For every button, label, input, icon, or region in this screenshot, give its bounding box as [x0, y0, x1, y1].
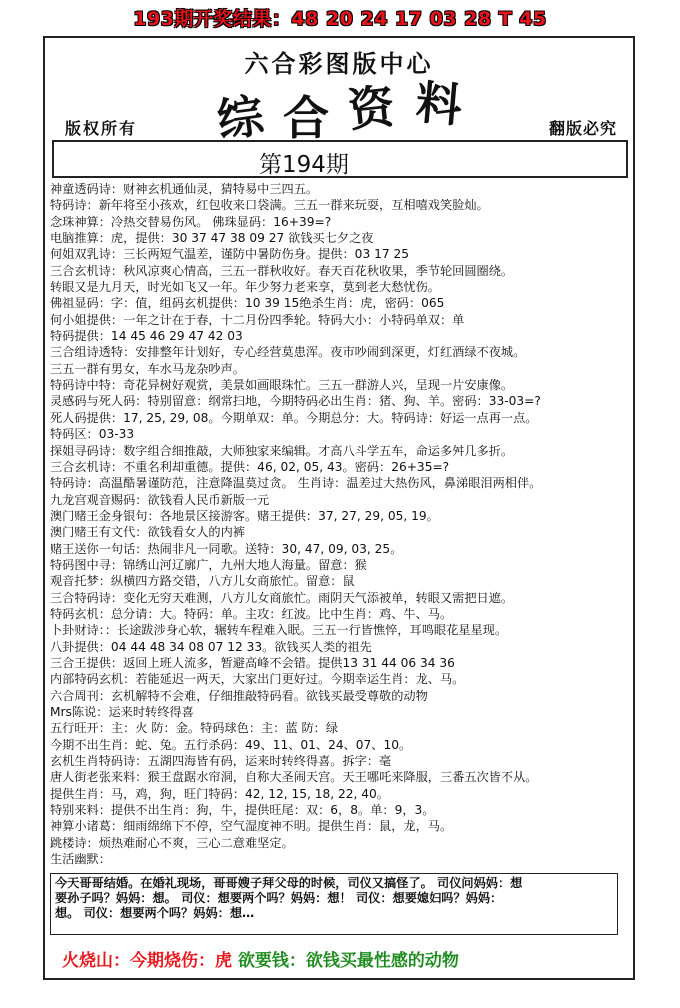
joke-line: 想。 司仪：想要两个吗？妈妈：想… — [55, 906, 255, 920]
joke-line: 要孙子吗？妈妈：想。 司仪：想要两个吗？妈妈：想！ 司仪：想要媳妇吗？妈妈： — [55, 891, 503, 905]
content-line: 赌王送你一句话：热闹非凡一同歌。送特：30, 47, 09, 03, 25。 — [50, 541, 403, 556]
content-line: 转眼又是九月天，时光如飞又一年。年少努力老来享，莫到老大愁忧伤。 — [50, 280, 440, 295]
content-line: 特码图中寻：锦绣山河辽廓广，九州大地人海量。留意：猴 — [50, 557, 367, 572]
content-line: 三合玄机诗：秋风凉爽心情高，三五一群秋收好。春天百花秋收果，季节轮回圆圈绕。 — [50, 263, 514, 278]
content-line: 特码诗：新年将至小孩欢，红包收来口袋满。三五一群来玩耍，互相嘻戏笑脸灿。 — [50, 198, 489, 213]
content-line: 电脑推算：虎，提供：30 37 47 38 09 27 欲钱买七夕之夜 — [50, 231, 374, 246]
content-line: 特码玄机：总分请：大。特码：单。主攻：红波。比中生肖：鸡、牛、马。 — [50, 606, 453, 621]
bottom-value-1: 虎 — [215, 951, 232, 971]
content-line: 三合玄机诗：不重名利却重德。提供：46, 02, 05, 43。密码：26+35=? — [50, 459, 450, 474]
content-line: 何姐双乳诗：三长两短气温差，谨防中暑防伤身。提供：03 17 25 — [50, 247, 409, 262]
content-line: 何小姐提供：一年之计在于春，十二月份四季轮。特码大小：小特码单双：单 — [50, 312, 465, 327]
logo-char-3: 资 — [345, 78, 399, 138]
bottom-label-2: 欲要钱： — [232, 951, 306, 971]
content-line: 三合组诗透特：安排整年计划好，专心经营莫患浑。夜市吵闹到深更，灯红酒绿不夜城。 — [50, 345, 526, 360]
issue-box — [52, 140, 628, 178]
content-list — [50, 181, 630, 867]
copyright-right: 翻版必究 — [548, 119, 617, 138]
content-line: 内部特码玄机：若能延迟一两天，大家出门更好过。今期幸运生肖：龙、马。 — [50, 672, 465, 687]
bottom-banner — [62, 946, 662, 971]
copyright-left: 版权所有 — [65, 119, 138, 138]
draw-result-banner: 193期开奖结果：48 20 24 17 03 28 T 45 — [133, 8, 547, 30]
content-line: 灵感码与死人码：特别留意：纲常扫地，今期特码必出生肖：猪、狗、羊。密码：33-03=? — [50, 394, 541, 409]
org-name: 六合彩图版中心 — [244, 49, 434, 78]
content-line: 五行旺开：主：火 防：金。特码球色：主：蓝 防：绿 — [50, 721, 339, 736]
bottom-value-2: 欲钱买最性感的动物 — [305, 951, 459, 971]
logo-char-1: 综 — [213, 87, 269, 149]
content-line: 三合王提供：返回上班人流多，暂避高峰不会错。提供13 31 44 06 34 36 — [50, 655, 455, 670]
content-line: 八卦提供：04 44 48 34 08 07 12 33。欲钱买人类的祖先 — [50, 639, 372, 654]
content-line: 澳门赌王有文代：欲钱看女人的内裤 — [50, 525, 245, 540]
bottom-label-1: 火烧山：今期烧伤： — [62, 951, 215, 971]
content-line: 特码诗中特：奇花异树好观赏，美景如画眼珠忙。三五一群游人兴，呈现一片安康像。 — [50, 378, 514, 393]
content-line: 生活幽默： — [50, 852, 111, 867]
logo-char-4: 料 — [413, 75, 467, 134]
content-line: 神童透码诗：财神玄机通仙灵，猜特易中三四五。 — [50, 182, 319, 196]
content-line: 观音托梦：纵横四方路交错，八方儿女商旅忙。留意：鼠 — [50, 574, 355, 589]
content-line: 佛祖显码：字：值，组码玄机提供：10 39 15绝杀生肖：虎，密码：065 — [50, 296, 445, 311]
content-line: 卜卦财诗：：长途跋涉身心软，辗转车程难入眠。三五一行皆憔悴，耳鸣眼花星星现。 — [50, 623, 508, 638]
content-line: 九龙宫观音赐码：欲钱看人民币新版一元 — [50, 492, 270, 507]
content-line: 提供生肖：马，鸡，狗，旺门特码：42, 12, 15, 18, 22, 40。 — [50, 786, 389, 801]
content-line: Mrs陈说：运来时转终得喜 — [50, 705, 194, 719]
content-line: 今期不出生肖：蛇、兔。五行杀码：49、11、01、24、07、10。 — [50, 737, 412, 752]
content-line: 三五一群有男女，车水马龙杂吵声。 — [50, 361, 245, 376]
content-line: 玄机生肖特码诗：五湖四海皆有码，运来时转终得喜。拆字：毫 — [50, 754, 392, 769]
content-line: 唐人街老张来料：猴王盘踞水帘洞，自称大圣闹天宫。天王哪吒来降服，三番五次皆不从。 — [50, 770, 538, 785]
logo-char-2: 合 — [283, 91, 332, 145]
issue-title: 第194期 — [259, 152, 349, 178]
content-line: 特码提供：14 45 46 29 47 42 03 — [50, 329, 243, 344]
content-line: 念珠神算：冷热交替易伤风。 佛珠显码：16+39=? — [50, 214, 332, 229]
content-line: 跳楼诗：烦热难耐心不爽，三心二意难坚定。 — [50, 835, 294, 850]
content-line: 神算小诸葛：细雨绵绵下不停，空气湿度神不明。提供生肖：鼠，龙，马。 — [50, 819, 453, 834]
content-line: 澳门赌王金身银句：各地景区接游客。赌王提供：37, 27, 29, 05, 19。 — [50, 508, 439, 523]
logo — [213, 75, 477, 149]
joke-line: 今天哥哥结婚。在婚礼现场，哥哥嫂子拜父母的时候，司仪又搞怪了。 司仪问妈妈：想 — [55, 876, 523, 890]
header — [45, 38, 633, 149]
content-line: 特码诗：高温酷暑谨防范，注意降温莫过贪。 生肖诗：温差过大热伤风，鼻涕眼泪两相伴。 — [50, 476, 542, 491]
content-line: 特码区：03-33 — [50, 427, 135, 442]
content-line: 探姐寻码诗：数字组合细推敲，大师独家来编辑。才高八斗学五车，命运多舛几多折。 — [50, 443, 514, 458]
content-line: 六合周刊：玄机解特不会难，仔细推敲特码看。欲钱买最受尊敬的动物 — [50, 688, 428, 703]
joke-box — [50, 873, 618, 935]
content-line: 三合特码诗：变化无穷天难测，八方儿女商旅忙。雨阴天气添被单，转眼又需把日遮。 — [50, 590, 514, 605]
content-line: 死人码提供：17, 25, 29, 08。今期单双：单。今期总分：大。特码诗：好运一点再一点。 — [50, 410, 538, 425]
content-line: 特别来料：提供不出生肖：狗，牛，提供旺尾：双：6，8。单：9，3。 — [50, 803, 435, 818]
